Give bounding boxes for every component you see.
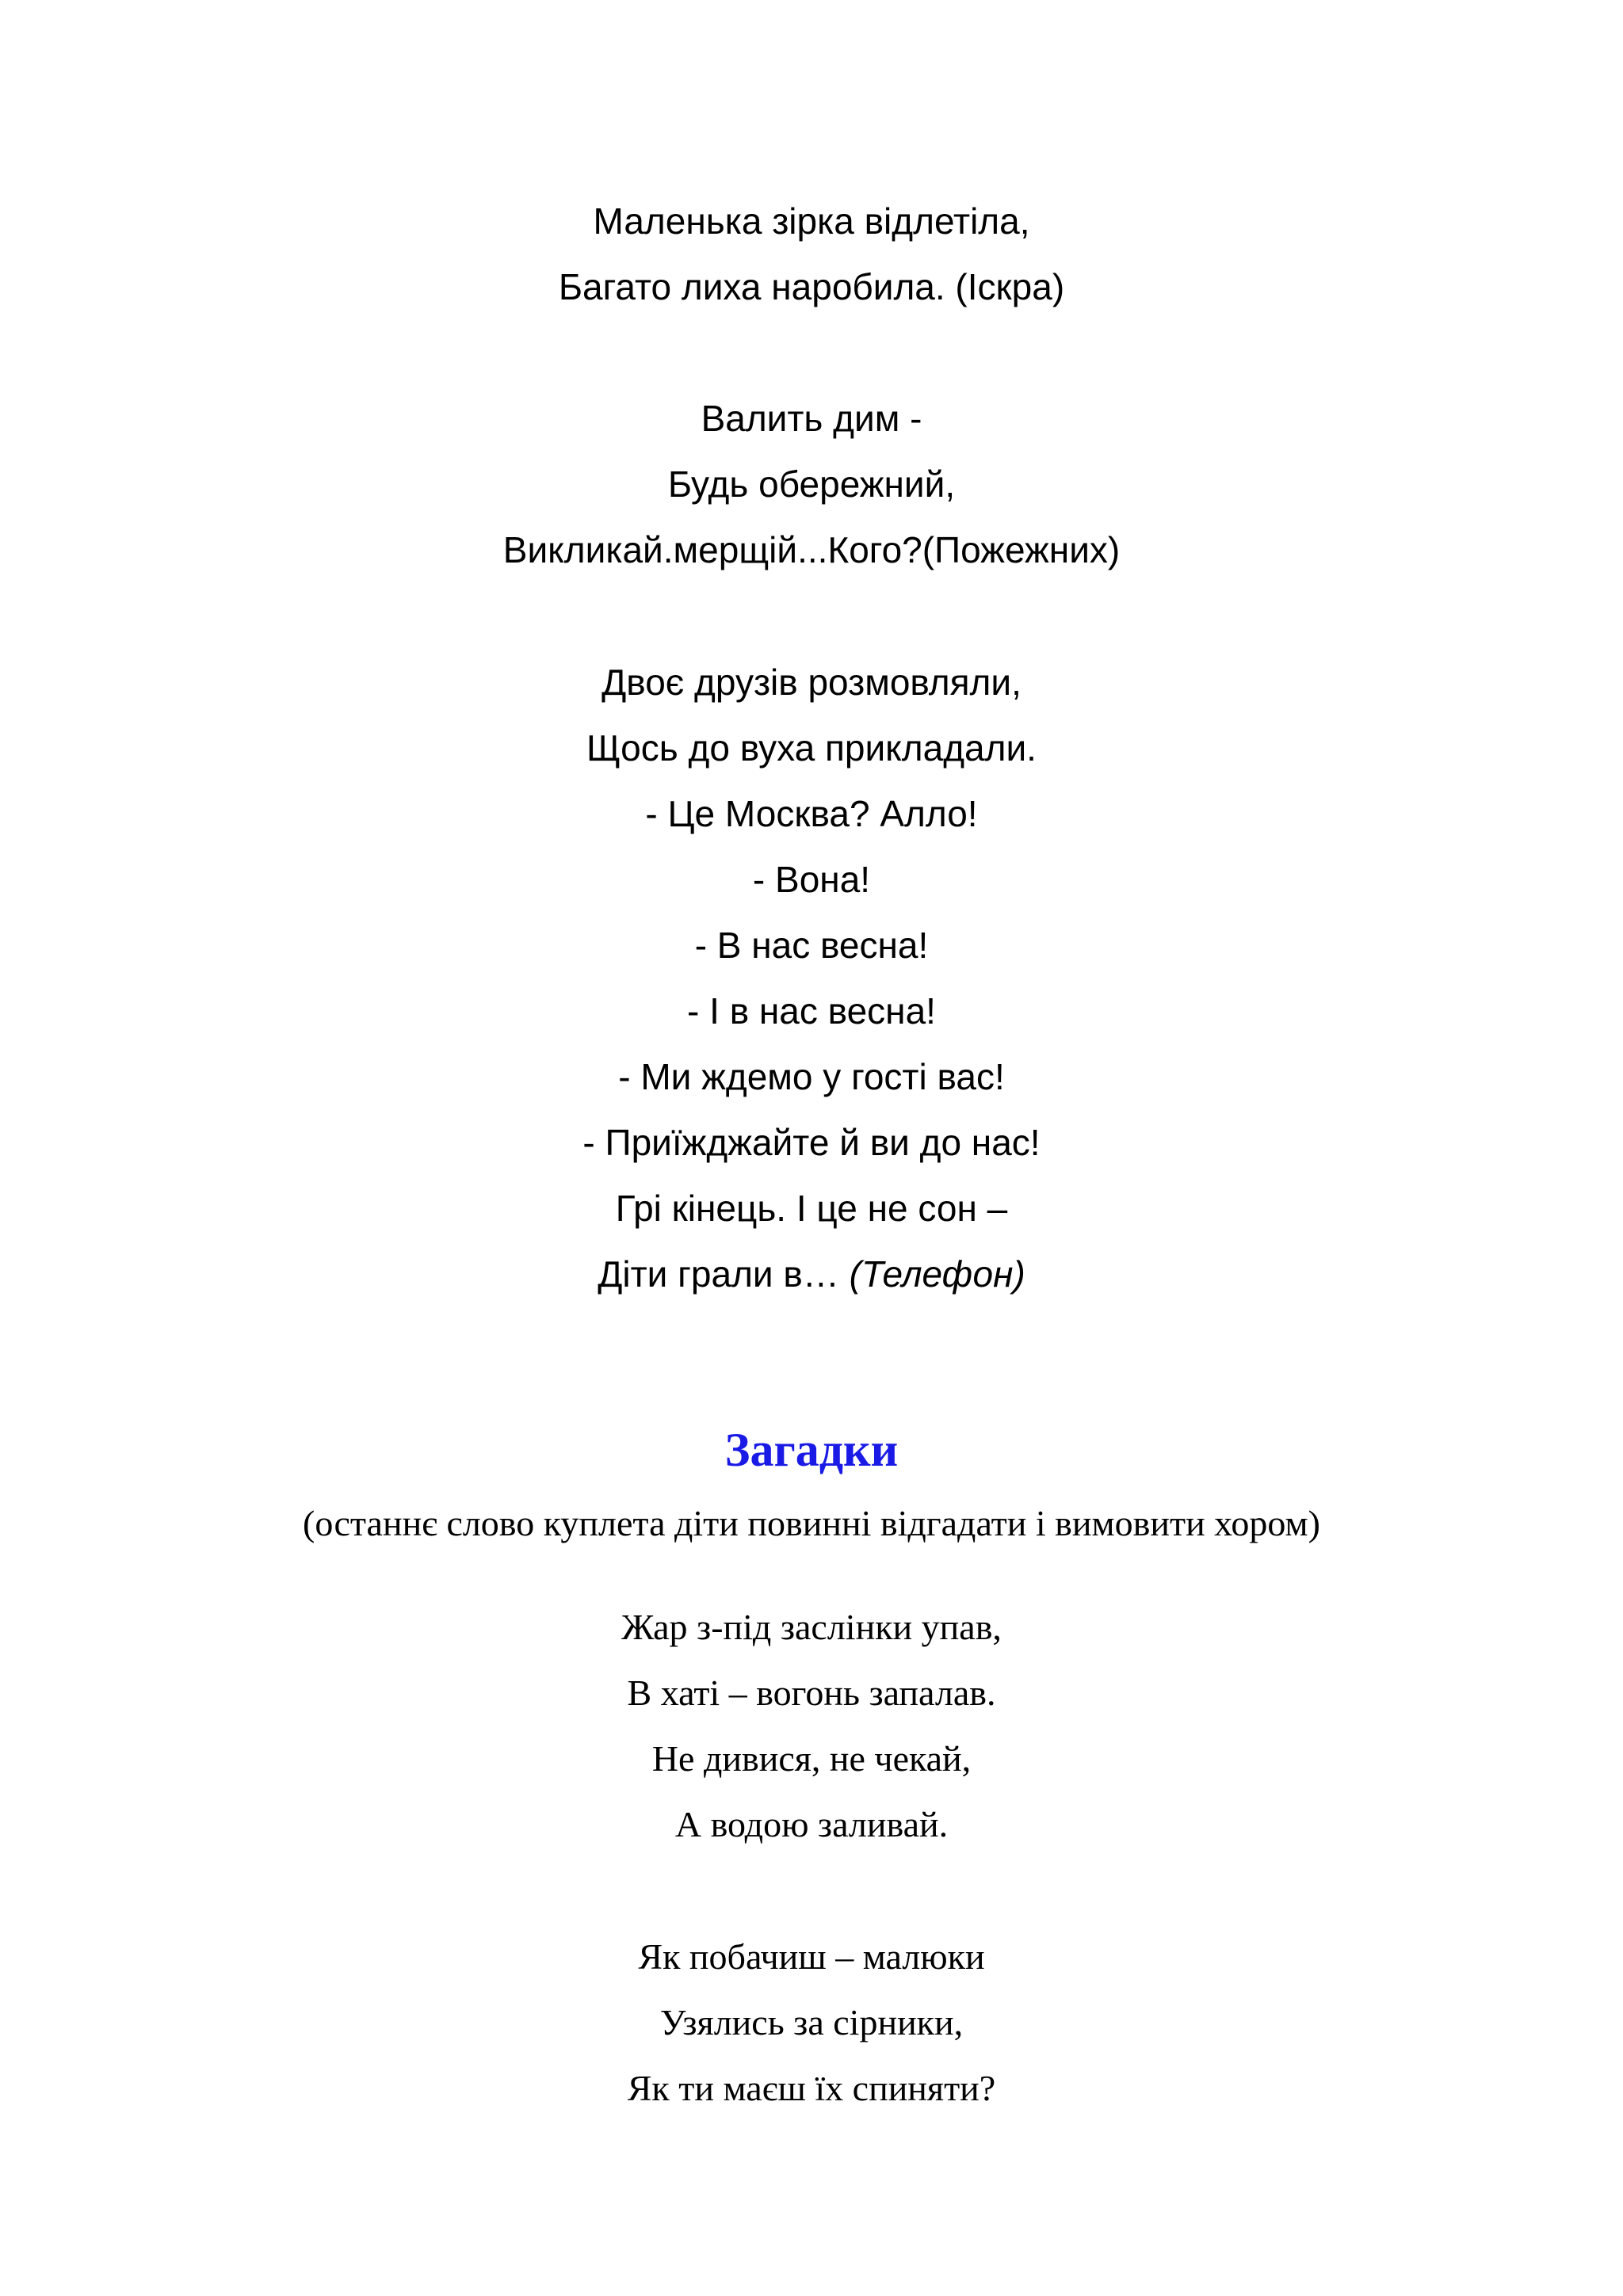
riddle-3-line-4: - Вона! <box>752 859 871 900</box>
riddle-2-line-1: Валить дим - <box>701 398 922 439</box>
riddle-5-line-1: Як побачиш – малюки <box>638 1936 985 1977</box>
riddle-3-line-6: - І в нас весна! <box>687 990 936 1032</box>
riddle-3-line-9: Грі кінець. І це не сон – <box>615 1188 1008 1229</box>
riddle-1-line-2: Багато лиха наробила. (Іскра) <box>558 266 1065 307</box>
riddle-3-line-2: Щось до вуха прикладали. <box>586 727 1037 769</box>
riddle-3-line-1: Двоє друзів розмовляли, <box>601 662 1022 703</box>
riddle-2-line-3: Викликай.мерщій...Кого?(Пожежних) <box>502 529 1121 570</box>
riddle-3-line-8: - Приїжджайте й ви до нас! <box>582 1122 1041 1163</box>
riddle-3-last-prefix: Діти грали в… <box>598 1253 850 1295</box>
riddle-3-line-10 <box>0 1253 1623 1295</box>
riddle-4-line-2: В хаті – вогонь запалав. <box>627 1672 996 1713</box>
riddle-3-line-7: - Ми ждемо у гості вас! <box>618 1056 1005 1097</box>
riddle-4-line-4: А водою заливай. <box>674 1804 949 1844</box>
riddle-4-line-3: Не дивися, не чекай, <box>651 1738 972 1779</box>
section-title: Загадки <box>724 1424 899 1476</box>
riddle-2-line-2: Будь обережний, <box>667 463 956 505</box>
riddle-1-line-1: Маленька зірка відлетіла, <box>593 200 1030 242</box>
riddle-5-line-2: Узялись за сірники, <box>659 2002 964 2042</box>
riddle-4-line-1: Жар з-під заслінки упав, <box>621 1607 1002 1647</box>
riddle-3-line-3: - Це Москва? Алло! <box>645 793 978 834</box>
section-instruction: (останнє слово куплета діти повинні відгадати і вимовити хором) <box>303 1503 1320 1543</box>
riddle-3-line-5: - В нас весна! <box>694 925 929 966</box>
riddle-5-line-3: Як ти маєш їх спиняти? <box>627 2068 996 2108</box>
riddle-3-answer: (Телефон) <box>849 1253 1025 1295</box>
